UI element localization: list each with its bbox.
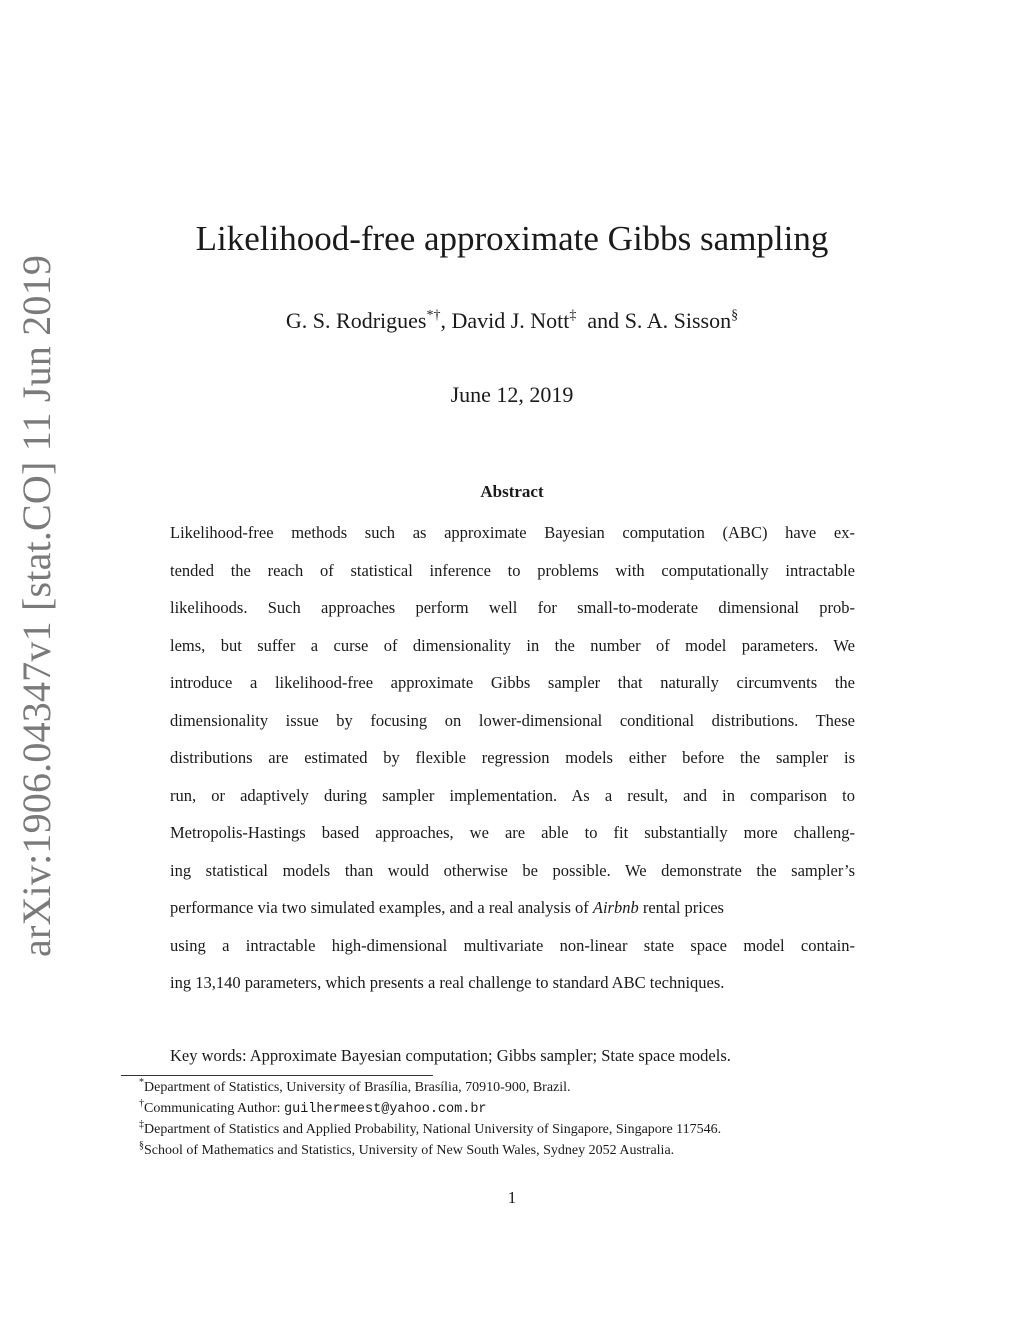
- abstract-text: rental prices: [638, 898, 724, 917]
- footnote-text: School of Mathematics and Statistics, University of New South Wales, Sydney 2052 Australia.: [144, 1142, 675, 1158]
- abstract-heading: Abstract: [480, 482, 544, 501]
- paper-title: Likelihood-free approximate Gibbs sampling: [195, 219, 829, 258]
- abstract-line: Likelihood-free methods such as approximate Bayesian computation (ABC) have ex-: [170, 523, 855, 542]
- abstract-emphasis: Airbnb: [592, 898, 639, 917]
- footnote-mark: §: [139, 1139, 144, 1151]
- footnote: [139, 1099, 939, 1121]
- abstract-line: Metropolis-Hastings based approaches, we are able to fit substantially more challeng-: [170, 823, 855, 842]
- author-separator: and: [576, 308, 625, 333]
- abstract-line: likelihoods. Such approaches perform well for small-to-moderate dimensional prob-: [170, 598, 855, 617]
- footnote-text: Department of Statistics, University of Brasília, Brasília, 70910-900, Brazil.: [144, 1080, 571, 1095]
- abstract-line: dimensionality issue by focusing on lower-dimensional conditional distributions. These: [170, 710, 855, 730]
- abstract-line: tended the reach of statistical inference to problems with computationally intractable: [170, 560, 855, 580]
- abstract-line: run, or adaptively during sampler implementation. As a result, and in comparison to: [170, 785, 855, 805]
- abstract-line: introduce a likelihood-free approximate Gibbs sampler that naturally circumvents the: [170, 673, 855, 692]
- footnote-rule: [121, 1075, 433, 1076]
- author-affiliation-mark: *†: [426, 308, 441, 323]
- abstract-text: performance via two simulated examples, and a real analysis of: [170, 898, 593, 917]
- footnote: [139, 1141, 939, 1162]
- abstract-line: ing statistical models than would otherwise be possible. We demonstrate the sampler’s: [170, 860, 855, 880]
- footnote: [139, 1120, 939, 1141]
- page-number: 1: [507, 1188, 517, 1207]
- abstract-line: ing 13,140 parameters, which presents a real challenge to standard ABC techniques.: [170, 973, 725, 992]
- footnote-text: Communicating Author:: [144, 1100, 284, 1116]
- author-affiliation-mark: §: [731, 308, 739, 323]
- author-name: S. A. Sisson: [624, 308, 732, 333]
- abstract-line: using a intractable high-dimensional multivariate non-linear state space model contain-: [170, 935, 855, 955]
- paper-date: June 12, 2019: [450, 382, 574, 407]
- footnote: [139, 1078, 939, 1099]
- footnote-mark: ‡: [139, 1119, 144, 1130]
- abstract-line: lems, but suffer a curse of dimensionality in the number of model parameters. We: [170, 635, 855, 655]
- author-separator: ,: [440, 308, 452, 333]
- arxiv-identifier-stamp: arXiv:1906.04347v1 [stat.CO] 11 Jun 2019: [14, 254, 59, 957]
- footnotes: [139, 1078, 939, 1161]
- abstract-line: [170, 889, 855, 927]
- footnote-mark: †: [139, 1097, 144, 1109]
- author-name: G. S. Rodrigues: [285, 308, 427, 333]
- author-email-link[interactable]: guilhermeest@yahoo.com.br: [284, 1101, 487, 1117]
- author-name: David J. Nott: [451, 308, 570, 333]
- footnote-text: Department of Statistics and Applied Probability, National University of Singapore, Singapore 117546.: [144, 1122, 722, 1137]
- keywords: Key words: Approximate Bayesian computation; Gibbs sampler; State space models.: [170, 1046, 731, 1065]
- abstract-line: distributions are estimated by flexible regression models either before the sampler is: [170, 748, 855, 767]
- abstract-body: [170, 514, 855, 1002]
- author-affiliation-mark: ‡: [569, 308, 577, 323]
- footnote-mark: *: [139, 1077, 144, 1088]
- author-line: [0, 306, 1024, 336]
